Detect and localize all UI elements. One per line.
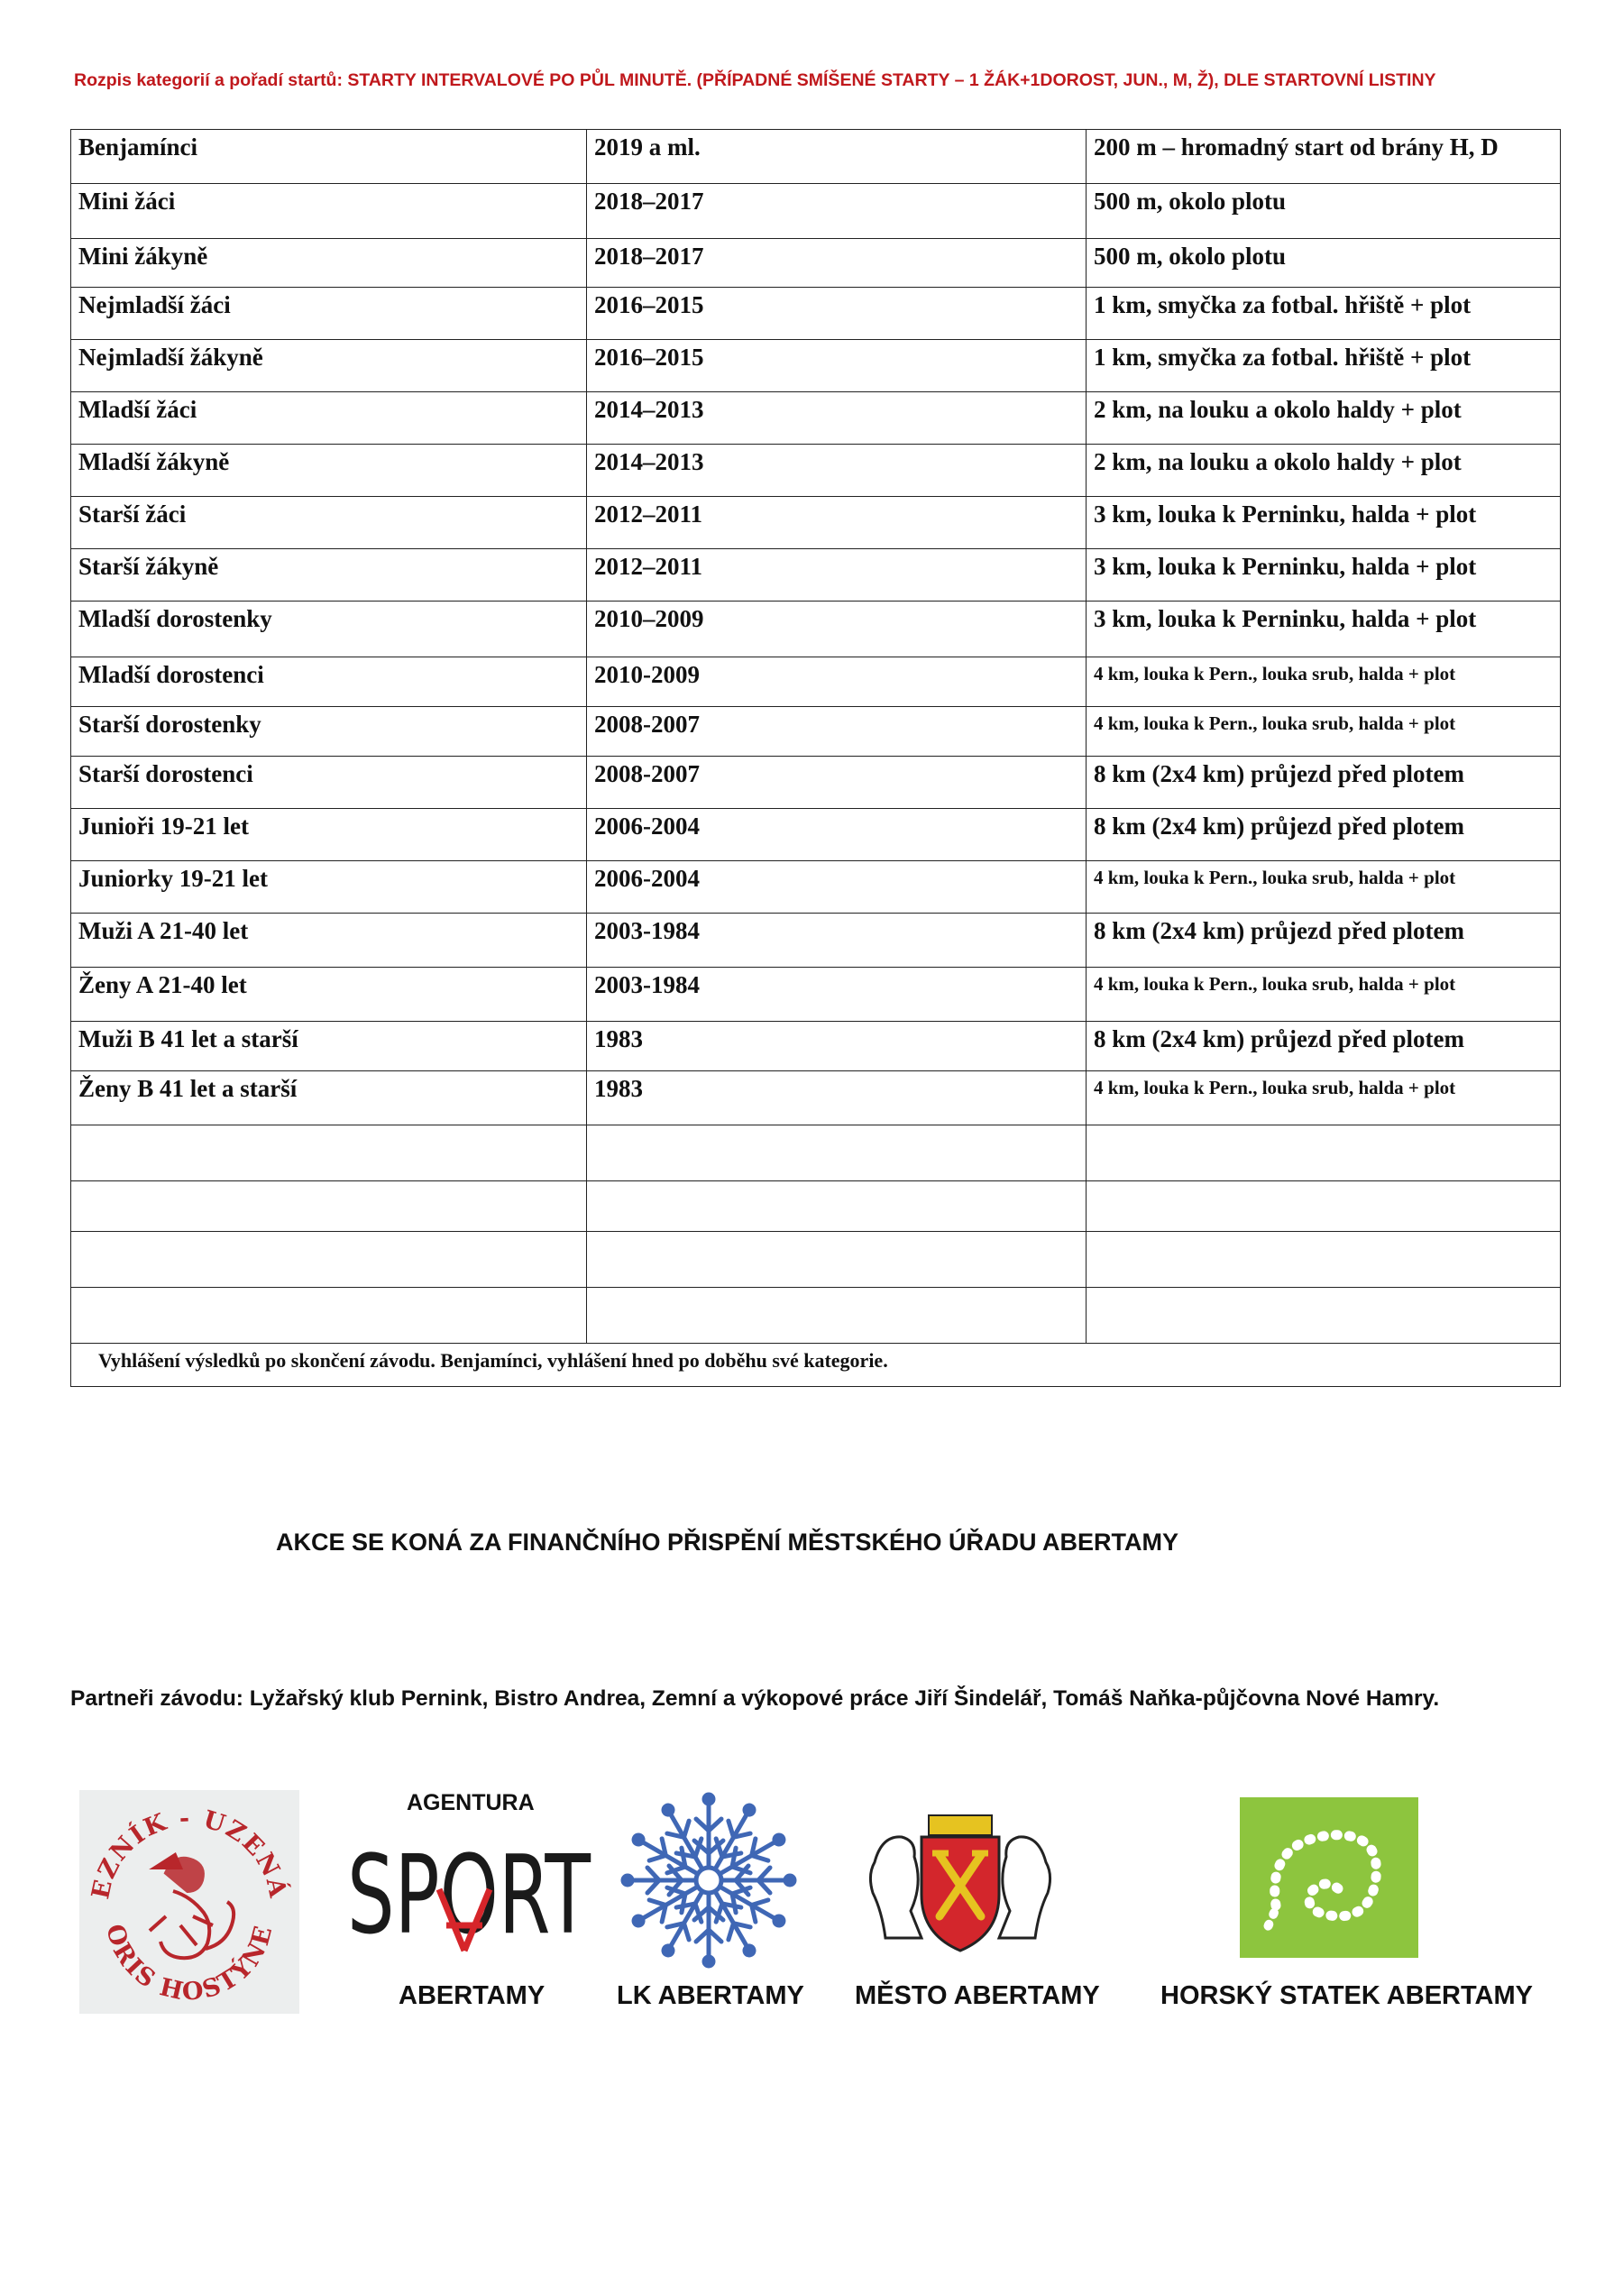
cell-course: 1 km, smyčka za fotbal. hřiště + plot [1087,340,1561,392]
mesto-label: MĚSTO ABERTAMY [855,1981,1100,2010]
cell-course: 8 km (2x4 km) průjezd před plotem [1087,809,1561,861]
cell-years: 2006-2004 [587,861,1087,914]
cell-category: Starší dorostenci [71,757,587,809]
cell-years: 1983 [587,1071,1087,1125]
table-row [71,392,1561,445]
empty-cell [1087,1288,1561,1344]
cell-years: 2014–2013 [587,392,1087,445]
lk-label: LK ABERTAMY [617,1981,804,2010]
cell-years: 2012–2011 [587,497,1087,549]
table-row [71,288,1561,340]
table-row [71,861,1561,914]
table-row [71,340,1561,392]
sport-word: SPORT [347,1833,591,1959]
cell-category: Benjamínci [71,130,587,184]
reznik-seal-icon [79,1790,299,2014]
cell-course: 4 km, louka k Pern., louka srub, halda + plot [1087,968,1561,1022]
cell-category: Nejmladší žákyně [71,340,587,392]
cell-category: Ženy A 21-40 let [71,968,587,1022]
cell-course: 3 km, louka k Perninku, halda + plot [1087,602,1561,657]
cell-years: 2010-2009 [587,657,1087,707]
empty-cell [1087,1125,1561,1181]
cell-years: 2003-1984 [587,914,1087,968]
sport-wordmark-icon [347,1826,595,1961]
note-row [71,1344,1561,1387]
partners-line: Partneři závodu: Lyžařský klub Pernink, Bistro Andrea, Zemní a výkopové práce Jiří Šindelář, Tomáš Naňka-půjčovna Nové Hamry. [70,1686,1440,1711]
cell-category: Mladší žákyně [71,445,587,497]
cell-category: Nejmladší žáci [71,288,587,340]
statek-label: HORSKÝ STATEK ABERTAMY [1160,1981,1533,2010]
cell-years: 2016–2015 [587,288,1087,340]
cell-course: 8 km (2x4 km) průjezd před plotem [1087,914,1561,968]
agentura-sport-logo [347,1790,595,1970]
reznik-bottom-text: ORIS HOSTÝNE [100,1921,279,2007]
cell-course: 4 km, louka k Pern., louka srub, halda + plot [1087,861,1561,914]
cell-category: Juniorky 19-21 let [71,861,587,914]
cell-course: 3 km, louka k Perninku, halda + plot [1087,497,1561,549]
table-row [71,657,1561,707]
lk-abertamy-logo [619,1790,799,1970]
table-row [71,130,1561,184]
category-table [70,129,1561,1387]
empty-cell [1087,1232,1561,1288]
cell-course: 1 km, smyčka za fotbal. hřiště + plot [1087,288,1561,340]
cell-years: 2018–2017 [587,239,1087,288]
table-row [71,968,1561,1022]
cell-course: 200 m – hromadný start od brány H, D [1087,130,1561,184]
cell-years: 2014–2013 [587,445,1087,497]
table-row [71,497,1561,549]
cell-years: 2003-1984 [587,968,1087,1022]
organic-leaf-icon [1240,1797,1418,1958]
empty-row [71,1181,1561,1232]
empty-cell [71,1125,587,1181]
horsky-statek-logo [1240,1797,1418,1958]
empty-cell [1087,1181,1561,1232]
cell-category: Muži A 21-40 let [71,914,587,968]
cell-course: 4 km, louka k Pern., louka srub, halda + plot [1087,707,1561,757]
cell-years: 1983 [587,1022,1087,1071]
cell-category: Junioři 19-21 let [71,809,587,861]
cell-category: Mladší žáci [71,392,587,445]
cell-years: 2008-2007 [587,707,1087,757]
empty-row [71,1232,1561,1288]
cell-category: Mini žáci [71,184,587,239]
empty-cell [71,1181,587,1232]
table-row [71,602,1561,657]
empty-cell [71,1232,587,1288]
cell-category: Mladší dorostenci [71,657,587,707]
empty-cell [587,1181,1087,1232]
table-row [71,445,1561,497]
cell-course: 2 km, na louku a okolo haldy + plot [1087,392,1561,445]
start-schedule-header: Rozpis kategorií a pořadí startů: STARTY INTERVALOVÉ PO PŮL MINUTĚ. (PŘÍPADNÉ SMÍŠENÉ STARTY – 1 ŽÁK+1DOROST, JUN., M, Ž), DLE STARTOVNÍ LISTINY [74,70,1436,90]
cell-years: 2012–2011 [587,549,1087,602]
cell-category: Starší žáci [71,497,587,549]
cell-years: 2019 a ml. [587,130,1087,184]
agentura-label: ABERTAMY [399,1981,546,2010]
reznik-top-text: EZNÍK - UZENÁ [87,1804,292,1902]
empty-cell [71,1288,587,1344]
cell-course: 4 km, louka k Pern., louka srub, halda + plot [1087,657,1561,707]
cell-course: 500 m, okolo plotu [1087,184,1561,239]
cell-course: 3 km, louka k Perninku, halda + plot [1087,549,1561,602]
table-row [71,239,1561,288]
empty-cell [587,1288,1087,1344]
table-row [71,1022,1561,1071]
cell-category: Starší dorostenky [71,707,587,757]
agentura-title: AGENTURA [407,1790,535,1815]
cell-years: 2006-2004 [587,809,1087,861]
cell-category: Mini žákyně [71,239,587,288]
cell-course: 8 km (2x4 km) průjezd před plotem [1087,757,1561,809]
empty-cell [587,1232,1087,1288]
cell-category: Ženy B 41 let a starší [71,1071,587,1125]
cell-course: 500 m, okolo plotu [1087,239,1561,288]
cell-category: Mladší dorostenky [71,602,587,657]
cell-category: Starší žákyně [71,549,587,602]
table-row [71,809,1561,861]
cell-category: Muži B 41 let a starší [71,1022,587,1071]
cell-course: 2 km, na louku a okolo haldy + plot [1087,445,1561,497]
cell-years: 2008-2007 [587,757,1087,809]
coat-of-arms-icon [857,1808,1064,1957]
lion-icon [150,1855,234,1958]
funding-notice: AKCE SE KONÁ ZA FINANČNÍHO PŘISPĚNÍ MĚSTSKÉHO ÚŘADU ABERTAMY [276,1529,1179,1556]
table-row [71,914,1561,968]
empty-row [71,1125,1561,1181]
empty-cell [587,1125,1087,1181]
mesto-abertamy-logo [857,1808,1064,1957]
cell-course: 4 km, louka k Pern., louka srub, halda + plot [1087,1071,1561,1125]
reznik-logo [79,1790,299,2014]
table-row [71,549,1561,602]
table-row [71,707,1561,757]
snowflake-icon [619,1790,799,1970]
table-row [71,1071,1561,1125]
table-row [71,757,1561,809]
cell-years: 2016–2015 [587,340,1087,392]
cell-years: 2018–2017 [587,184,1087,239]
cell-course: 8 km (2x4 km) průjezd před plotem [1087,1022,1561,1071]
table-row [71,184,1561,239]
empty-row [71,1288,1561,1344]
results-note: Vyhlášení výsledků po skončení závodu. Benjamínci, vyhlášení hned po doběhu své kategorie. [71,1344,1561,1387]
cell-years: 2010–2009 [587,602,1087,657]
